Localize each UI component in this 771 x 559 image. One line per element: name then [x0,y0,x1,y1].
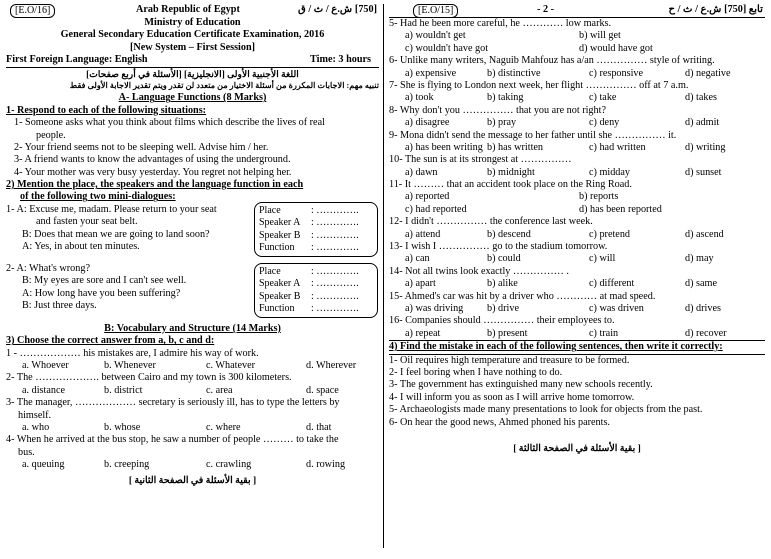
options-row [6,422,379,434]
dialogue-2 [6,263,379,323]
answer-option[interactable]: b) reports [579,191,619,203]
answer-option[interactable]: d) would have got [579,42,653,54]
answer-option[interactable]: a. queuing [22,459,65,471]
answer-option[interactable]: d. that [306,421,332,433]
mistake-sentence: 1- Oil requires high temperature and treasure to be formed. [389,354,630,366]
answer-option[interactable]: b. Whenever [104,360,156,372]
answer-option[interactable]: b) drive [487,302,519,314]
dialogue-line: B: Does that mean we are going to land soon? [22,228,210,240]
question-stem: 10- The sun is at its strongest at …………… [389,154,572,166]
answer-option[interactable]: b) distinctive [487,67,541,79]
options-row [389,30,765,42]
section-a-title: A- Language Functions (8 Marks) [118,92,267,104]
answer-option[interactable]: b) taking [487,92,524,104]
options-row [389,229,765,241]
answer-option[interactable]: a) has been writing [405,141,483,153]
dialogue-line: A: Yes, in about ten minutes. [22,241,140,253]
mistake-sentence: 5- Archaeologists made many presentations to look for objects from the past. [389,404,703,416]
answer-option[interactable]: a) attend [405,228,441,240]
question-stem: 9- Mona didn't send the message to her father until she …………… it. [389,129,677,141]
exam-title: General Secondary Education Certificate Examination, 2016 [60,29,325,41]
dialogue-2-answer-box: Place : …………. Speaker A : …………. Speaker B : …………. Function : …………. [254,263,378,319]
question-stem: 5- Had he been more careful, he ………… low marks. [389,18,612,29]
answer-option[interactable]: c) different [589,278,635,290]
answer-option[interactable]: d) has been reported [579,203,662,215]
left-footer: [ بقية الأسئلة في الصفحة الثانية ] [128,475,257,486]
options-row [389,92,765,104]
question-stem: 16- Companies should …………… their employees to. [389,315,615,327]
question-stem: 8- Why don't you …………… that you are not right? [389,104,606,116]
right-column [389,4,765,455]
answer-option[interactable]: c) wouldn't have got [405,42,489,54]
question-stem: 3- The manager, ……………… secretary is seriously ill, has to type the letters by [6,397,340,409]
answer-option[interactable]: c) take [589,92,617,104]
answer-option[interactable]: c) had reported [405,203,467,215]
system-title: [New System – First Session] [129,41,256,53]
answer-option[interactable]: b. district [104,384,143,396]
options-row [389,328,765,340]
options-row [389,167,765,179]
question-stem: 1 - ……………… his mistakes are, I admire his way of work. [6,347,259,359]
options-row [6,459,379,471]
section-b-title: B: Vocabulary and Structure (14 Marks) [104,322,281,334]
options-row [6,360,379,372]
answer-option[interactable]: d) takes [685,92,717,104]
options-row [389,303,765,315]
left-mcq-list [6,348,379,472]
answer-option[interactable]: d) same [685,278,717,290]
answer-option[interactable]: b) midnight [487,166,535,178]
dialogue-line: B: Just three days. [22,300,97,312]
answer-option[interactable]: c) deny [589,117,620,129]
arabic-warning-line: تنبيه مهم: الاجابات المكررة من أسئلة الاختيار من متعدد لن تقدر ويتم تقدير الاجابة الأولى فقط [69,80,379,90]
options-row [389,68,765,80]
answer-option[interactable]: b) descend [487,228,531,240]
answer-option[interactable]: b. creeping [104,459,150,471]
answer-option[interactable]: b. whose [104,421,141,433]
answer-option[interactable]: c) midday [589,166,631,178]
subject-label: First Foreign Language: English [6,54,148,66]
answer-option[interactable]: a. who [22,421,50,433]
question-stem: 4- When he arrived at the bus stop, he saw a number of people ……… to take the [6,434,339,446]
right-footer: [ بقية الأسئلة في الصفحة الثالثة ] [513,443,641,454]
answer-option[interactable]: d) may [685,253,714,265]
options-row [389,204,765,216]
question-stem: 11- It ……… that an accident took place on the Ring Road. [389,179,632,191]
answer-option[interactable]: a. distance [22,384,65,396]
question-2-title-cont: of the following two mini-dialogues: [20,191,176,203]
answer-option[interactable]: d) ascend [685,228,724,240]
answer-option[interactable]: b) could [487,253,521,265]
options-row [389,43,765,55]
options-row [389,191,765,203]
answer-option[interactable]: a) was driving [405,302,464,314]
question-stem: bus. [18,446,35,458]
mistake-sentence: 2- I feel boring when I have nothing to do. [389,366,563,378]
answer-option[interactable]: a) wouldn't get [405,30,466,42]
answer-option[interactable]: d. Wherever [306,360,357,372]
ministry-title: Ministry of Education [144,17,241,28]
answer-option[interactable]: a) dawn [405,166,438,178]
time-label: Time: 3 hours [310,54,371,66]
question-stem: 14- Not all twins look exactly …………… . [389,265,569,277]
dialogue-1-answer-box: Place : …………. Speaker A : …………. Speaker B : …………. Function : …………. [254,202,378,258]
question-4-title: 4) Find the mistake in each of the following sentences, then write it correctly: [389,341,723,353]
answer-option[interactable]: d) negative [685,67,731,79]
answer-option[interactable]: d) writing [685,141,726,153]
answer-option[interactable]: c) train [589,327,619,339]
question-stem: 13- I wish I …………… go to the stadium tomorrow. [389,241,608,253]
question-2-title: 2) Mention the place, the speakers and the language function in each [6,179,304,191]
answer-option[interactable]: c) had written [589,141,646,153]
left-column [6,4,379,487]
answer-option[interactable]: b) pray [487,117,517,129]
answer-option[interactable]: a) can [405,253,430,265]
question-stem: 15- Ahmed's car was hit by a driver who ………… at mad speed. [389,290,656,302]
answer-option[interactable]: c) was driven [589,302,644,314]
country-title: Arab Republic of Egypt [136,4,240,15]
answer-option[interactable]: d. space [306,384,339,396]
dialogue-line: A: How long have you been suffering? [22,287,181,299]
options-row [389,253,765,265]
answer-option[interactable]: b) has written [487,141,544,153]
question-stem: 6- Unlike many writers, Naguib Mahfouz has a/an …………… style of writing. [389,55,715,67]
answer-option[interactable]: c) will [589,253,616,265]
mistake-sentence: 4- I will inform you as soon as I will arrive home tomorrow. [389,391,635,403]
question-stem: himself. [18,409,52,421]
code-box: [E.O/15] [413,4,458,18]
answer-option[interactable]: a) disagree [405,117,450,129]
dialogue-line: 1- A: Excuse me, madam. Please return to your seat [6,203,217,215]
answer-option[interactable]: b) alike [487,278,518,290]
question-stem: 7- She is flying to London next week, her flight …………… off at 7 a.m. [389,79,689,91]
right-mcq-list [389,18,765,340]
question-3-title: 3) Choose the correct answer from a, b, c and d: [6,335,215,347]
page-number: - 2 - [537,4,554,15]
code-box: [E.O/16] [10,4,55,18]
answer-option[interactable]: c. area [206,384,233,396]
arabic-subject-line: اللغة الأجنبية الأولى [الانجليزية] [الأسئلة في أربع صفحات] [86,68,299,79]
answer-option[interactable]: d) recover [685,327,727,339]
question-stem: 2- The ………………. between Cairo and my town is 300 kilometers. [6,372,292,384]
answer-option[interactable]: c. Whatever [206,360,256,372]
answer-option[interactable]: b) present [487,327,528,339]
answer-option[interactable]: c) responsive [589,67,644,79]
answer-option[interactable]: d) sunset [685,166,722,178]
answer-option[interactable]: a) reported [405,191,450,203]
q1-item: people. [36,129,66,141]
exam-code-arabic: تابع [750] ش.ع / ث / ح [668,4,763,15]
options-row [389,142,765,154]
q1-item: 2- Your friend seems not to be sleeping well. Advise him / her. [14,141,269,153]
options-row [389,117,765,129]
answer-option[interactable]: a) repeat [405,327,441,339]
dialogue-line: 2- A: What's wrong? [6,262,90,274]
answer-option[interactable]: a) apart [405,278,436,290]
answer-option[interactable]: a) took [405,92,434,104]
dialogue-line: and fasten your seat belt. [36,216,138,228]
answer-option[interactable]: a. Whoever [22,360,69,372]
answer-option[interactable]: a) expensive [405,67,457,79]
mistake-list [389,355,765,429]
q1-item: 3- A friend wants to know the advantages of using the underground. [14,154,291,166]
dialogue-line: B: My eyes are sore and I can't see well. [22,275,187,287]
q1-item: 4- Your mother was very busy yesterday. You regret not helping her. [14,166,292,178]
answer-option[interactable]: c. where [206,421,241,433]
options-row [389,278,765,290]
column-divider [383,4,384,548]
dialogue-1 [6,204,379,259]
options-row [6,385,379,397]
answer-option[interactable]: d. rowing [306,459,346,471]
question-stem: 12- I didn't …………… the conference last week. [389,216,593,228]
mistake-sentence: 3- The government has extinguished many new schools recently. [389,379,653,391]
answer-option[interactable]: b) will get [579,30,621,42]
mistake-sentence: 6- On hear the good news, Ahmed phoned his parents. [389,416,610,428]
exam-code-arabic: [750] ش.ع / ث / ق [297,4,377,15]
q1-item: 1- Someone asks what you think about films which describe the lives of real [14,117,325,129]
question-1-title: 1- Respond to each of the following situations: [6,104,207,116]
answer-option[interactable]: d) admit [685,117,720,129]
answer-option[interactable]: c) pretend [589,228,631,240]
answer-option[interactable]: d) drives [685,302,721,314]
answer-option[interactable]: c. crawling [206,459,252,471]
